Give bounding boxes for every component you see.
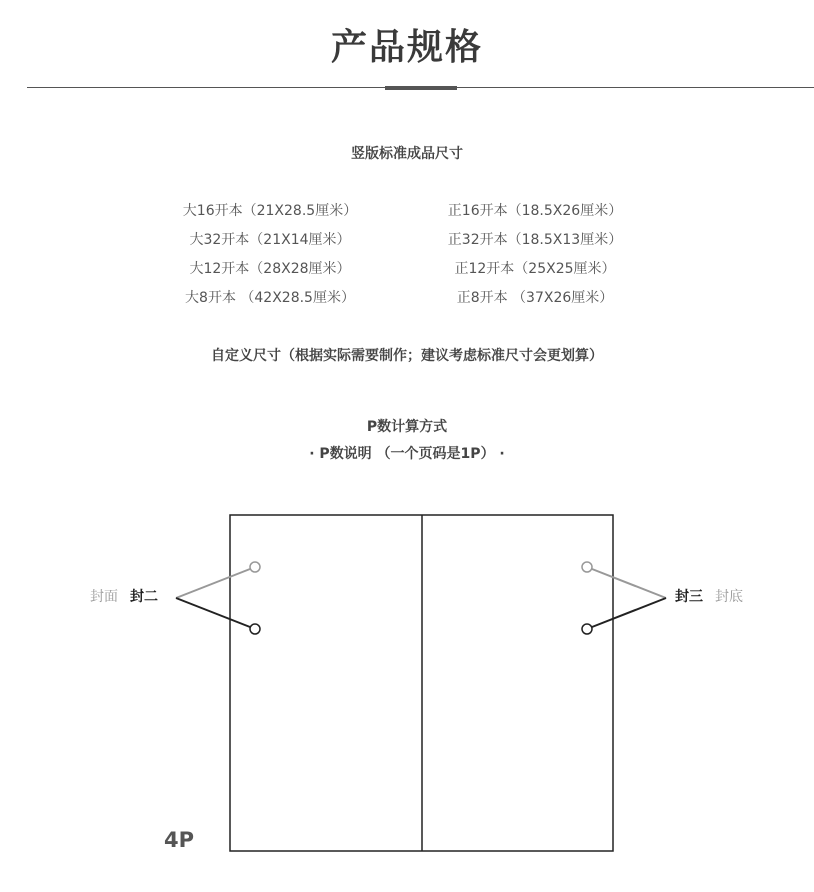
size-item: 正32开本（18.5X13厘米） xyxy=(447,232,623,248)
size-item: 正8开本 （37X26厘米） xyxy=(456,290,614,306)
back-cover-pointer-line xyxy=(592,569,666,598)
inside-back-marker xyxy=(582,624,592,634)
p-count-description: · P数说明 （一个页码是1P） · xyxy=(309,446,505,462)
cover-pointer-line xyxy=(176,569,250,598)
inside-cover-marker xyxy=(250,624,260,634)
size-item: 大32开本（21X14厘米） xyxy=(189,232,351,248)
size-item: 正16开本（18.5X26厘米） xyxy=(447,203,623,219)
custom-size-note: 自定义尺寸（根据实际需要制作；建议考虑标准尺寸会更划算） xyxy=(211,348,603,364)
size-item: 正12开本（25X25厘米） xyxy=(454,261,616,277)
inside-back-pointer-line xyxy=(592,598,666,627)
inside-cover-pointer-line xyxy=(176,598,250,627)
inside-cover-label: 封二 xyxy=(130,589,158,605)
size-item: 大8开本 （42X28.5厘米） xyxy=(185,290,355,306)
back-cover-label: 封底 xyxy=(715,589,743,605)
page-title: 产品规格 xyxy=(330,27,483,68)
cover-label: 封面 xyxy=(90,589,118,605)
p-count-title: P数计算方式 xyxy=(366,419,448,435)
size-item: 大12开本（28X28厘米） xyxy=(189,261,351,277)
standard-sizes-heading: 竖版标准成品尺寸 xyxy=(351,146,463,162)
back-cover-marker xyxy=(582,562,592,572)
size-item: 大16开本（21X28.5厘米） xyxy=(182,203,358,219)
cover-marker xyxy=(250,562,260,572)
inside-back-label: 封三 xyxy=(675,589,703,605)
page-count-label: 4P xyxy=(164,828,195,852)
